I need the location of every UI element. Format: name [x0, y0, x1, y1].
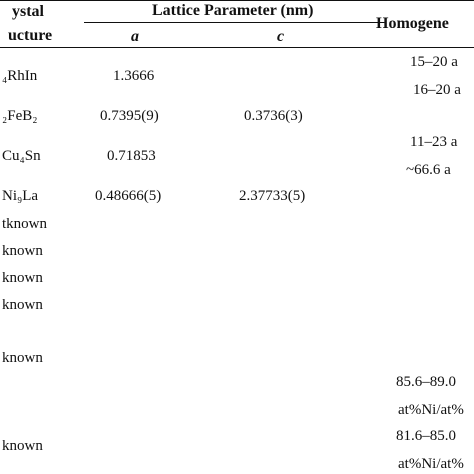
lattice-a-cell: 0.71853	[107, 148, 156, 164]
lattice-a-cell: 1.3666	[113, 68, 155, 84]
header-crystal-line1: ystal	[12, 3, 44, 20]
homogeneity-cell: 16–20 a	[413, 82, 461, 98]
header-crystal-line2: ucture	[8, 27, 53, 44]
lattice-c-cell: 2.37733(5)	[239, 188, 306, 204]
structure-cell: known	[2, 270, 43, 286]
homogeneity-cell: at%Ni/at%	[398, 456, 464, 472]
homogeneity-cell: 85.6–89.0	[396, 374, 456, 390]
header-homogeneity: Homogene	[376, 15, 449, 32]
structure-cell: tknown	[2, 216, 47, 232]
structure-cell: Cu₄Sn	[2, 148, 41, 164]
header-lattice-parameter: Lattice Parameter (nm)	[152, 2, 314, 19]
homogeneity-cell: 11–23 a	[410, 134, 458, 150]
structure-cell: Ni₉La	[2, 188, 39, 204]
structure-cell: ₄RhIn	[2, 68, 38, 84]
table-top-rule	[0, 0, 474, 1]
structure-cell: known	[2, 350, 43, 366]
structure-cell: known	[2, 243, 43, 259]
header-col-a: a	[131, 28, 139, 45]
homogeneity-cell: ~66.6 a	[406, 162, 451, 178]
structure-cell: ₂FeB₂	[2, 108, 38, 124]
homogeneity-cell: 15–20 a	[410, 54, 458, 70]
header-col-c: c	[277, 28, 285, 45]
table-header-rule	[0, 47, 474, 48]
lattice-header-rule	[84, 22, 384, 23]
structure-cell: known	[2, 438, 43, 454]
homogeneity-cell: 81.6–85.0	[396, 428, 456, 444]
structure-cell: known	[2, 297, 43, 313]
lattice-c-cell: 0.3736(3)	[244, 108, 303, 124]
homogeneity-cell: at%Ni/at%	[398, 402, 464, 418]
lattice-a-cell: 0.48666(5)	[95, 188, 162, 204]
lattice-a-cell: 0.7395(9)	[100, 108, 159, 124]
